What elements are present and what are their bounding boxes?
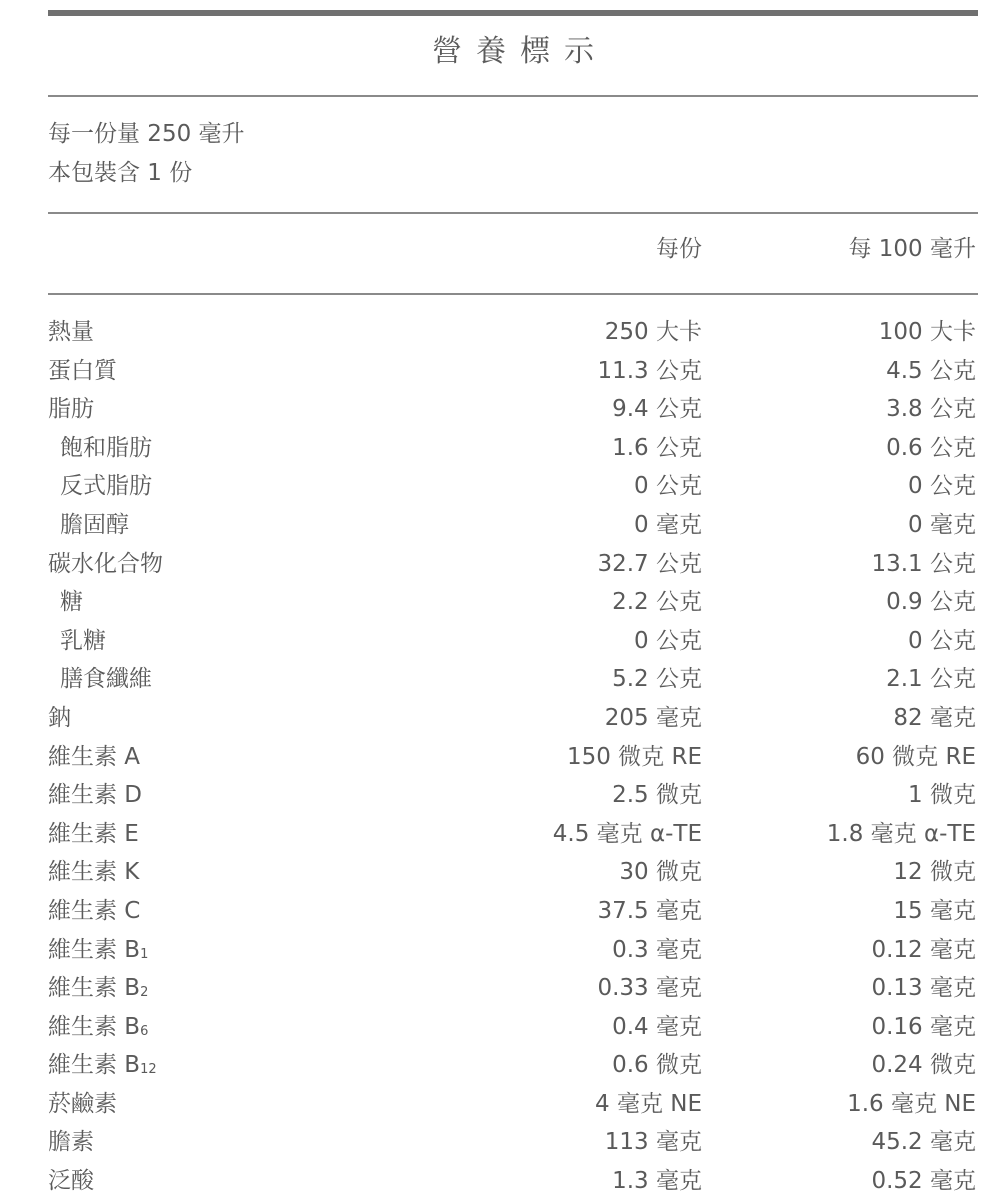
value-per-100ml: 100 大卡 xyxy=(878,319,976,345)
nutrient-row xyxy=(48,776,978,815)
nutrient-row xyxy=(48,1046,978,1085)
nutrient-name-text: 維生素 E xyxy=(48,820,139,847)
nutrient-subscript: 6 xyxy=(140,1023,149,1039)
nutrient-row xyxy=(48,1162,978,1201)
nutrient-row xyxy=(48,853,978,892)
value-per-100ml: 0 公克 xyxy=(908,473,976,500)
nutrient-name-text: 蛋白質 xyxy=(48,357,117,384)
nutrient-name xyxy=(60,506,129,545)
nutrient-row xyxy=(48,892,978,931)
nutrient-name xyxy=(48,776,142,815)
nutrient-row xyxy=(48,545,978,584)
value-per-serving: 0.4 毫克 xyxy=(612,1013,702,1040)
divider xyxy=(48,293,978,295)
value-per-serving: 0 公克 xyxy=(634,473,702,500)
value-per-serving: 37.5 毫克 xyxy=(597,897,702,924)
nutrient-name-text: 脂肪 xyxy=(48,396,94,423)
value-per-100ml: 1.8 毫克 α-TE xyxy=(826,820,976,847)
nutrient-name-text: 膽固醇 xyxy=(60,511,129,538)
nutrient-name xyxy=(60,583,83,622)
value-per-serving: 0 公克 xyxy=(634,627,702,654)
nutrient-name-text: 膽素 xyxy=(48,1129,94,1156)
nutrient-name-text: 鈉 xyxy=(48,704,71,731)
nutrient-name-text: 乳糖 xyxy=(60,627,106,654)
value-per-100ml: 0.13 毫克 xyxy=(871,975,976,1002)
nutrient-row xyxy=(48,429,978,468)
nutrient-name-text: 菸鹼素 xyxy=(48,1090,117,1117)
nutrition-facts-panel xyxy=(48,0,978,1200)
nutrient-name-text: 泛酸 xyxy=(48,1168,94,1195)
nutrient-name xyxy=(48,853,139,892)
nutrient-name-text: 維生素 D xyxy=(48,782,143,809)
column-header-per-100ml: 每 100 毫升 xyxy=(848,236,976,262)
nutrient-row xyxy=(48,1008,978,1047)
nutrient-name-text: 糖 xyxy=(60,589,83,616)
value-per-serving: 5.2 公克 xyxy=(612,666,702,693)
nutrient-row xyxy=(48,352,978,391)
value-per-serving: 11.3 公克 xyxy=(597,357,702,384)
divider xyxy=(48,95,978,97)
nutrient-table xyxy=(48,313,978,1201)
value-per-100ml: 2.1 公克 xyxy=(886,666,976,693)
column-header-per-serving: 每份 xyxy=(656,236,702,262)
nutrient-name-text: 維生素 K xyxy=(48,859,140,886)
nutrient-name xyxy=(48,1046,157,1090)
value-per-serving: 250 大卡 xyxy=(604,319,702,345)
nutrient-name xyxy=(48,892,140,931)
nutrient-row xyxy=(48,1085,978,1124)
value-per-100ml: 0.52 毫克 xyxy=(871,1168,976,1195)
nutrient-name xyxy=(48,815,139,854)
nutrient-subscript: 2 xyxy=(140,985,149,1001)
nutrient-name xyxy=(48,352,117,391)
panel-title: 營養標示 xyxy=(432,34,608,69)
nutrient-name xyxy=(48,1008,148,1052)
nutrient-name xyxy=(48,1123,94,1162)
value-per-serving: 205 毫克 xyxy=(604,704,702,731)
value-per-serving: 2.5 微克 xyxy=(612,782,702,809)
nutrient-subscript: 1 xyxy=(140,946,149,962)
value-per-serving: 2.2 公克 xyxy=(612,589,702,616)
value-per-100ml: 82 毫克 xyxy=(893,704,976,731)
nutrient-name xyxy=(48,969,148,1013)
value-per-serving: 1.6 公克 xyxy=(612,434,702,461)
nutrient-name-text: 維生素 B xyxy=(48,1052,141,1079)
value-per-100ml: 13.1 公克 xyxy=(871,550,976,577)
nutrient-row xyxy=(48,506,978,545)
nutrient-row xyxy=(48,969,978,1008)
nutrient-name xyxy=(48,390,94,429)
nutrient-name-text: 膳食纖維 xyxy=(60,666,152,693)
nutrient-name-text: 維生素 A xyxy=(48,743,141,770)
nutrient-name xyxy=(48,545,163,584)
nutrient-name xyxy=(48,1162,94,1201)
nutrient-name-text: 熱量 xyxy=(48,319,94,345)
nutrient-row xyxy=(48,931,978,970)
value-per-100ml: 0.24 微克 xyxy=(871,1052,976,1079)
value-per-100ml: 1 微克 xyxy=(908,782,976,809)
nutrient-name xyxy=(60,429,152,468)
value-per-serving: 0 毫克 xyxy=(634,511,702,538)
nutrient-row xyxy=(48,738,978,777)
value-per-100ml: 0.12 毫克 xyxy=(871,936,976,963)
value-per-serving: 32.7 公克 xyxy=(597,550,702,577)
nutrient-name-text: 維生素 C xyxy=(48,897,141,924)
nutrient-name xyxy=(48,1085,117,1124)
value-per-serving: 113 毫克 xyxy=(604,1129,702,1156)
nutrient-name xyxy=(60,622,106,661)
value-per-serving: 0.33 毫克 xyxy=(597,975,702,1002)
value-per-100ml: 0.16 毫克 xyxy=(871,1013,976,1040)
nutrient-name xyxy=(48,699,71,738)
nutrient-subscript: 12 xyxy=(140,1062,157,1078)
nutrient-row xyxy=(48,1123,978,1162)
value-per-100ml: 60 微克 RE xyxy=(855,743,976,770)
nutrient-name xyxy=(48,313,94,352)
value-per-serving: 30 微克 xyxy=(619,859,702,886)
nutrient-row xyxy=(48,699,978,738)
value-per-100ml: 45.2 毫克 xyxy=(871,1129,976,1156)
value-per-100ml: 0 毫克 xyxy=(908,511,976,538)
nutrient-name xyxy=(60,467,152,506)
value-per-100ml: 3.8 公克 xyxy=(886,396,976,423)
value-per-100ml: 4.5 公克 xyxy=(886,357,976,384)
nutrient-name-text: 維生素 B xyxy=(48,1013,141,1040)
value-per-serving: 4.5 毫克 α-TE xyxy=(552,820,702,847)
nutrient-row xyxy=(48,622,978,661)
divider xyxy=(48,212,978,214)
value-per-serving: 0.6 微克 xyxy=(612,1052,702,1079)
value-per-100ml: 12 微克 xyxy=(893,859,976,886)
nutrient-name-text: 碳水化合物 xyxy=(48,550,163,577)
value-per-serving: 4 毫克 NE xyxy=(595,1090,702,1117)
value-per-100ml: 0.9 公克 xyxy=(886,589,976,616)
nutrient-name-text: 維生素 B xyxy=(48,936,141,963)
serving-size: 每一份量 250 毫升 xyxy=(48,121,245,147)
top-border xyxy=(48,10,978,16)
nutrient-row xyxy=(48,313,978,352)
value-per-serving: 0.3 毫克 xyxy=(612,936,702,963)
value-per-serving: 1.3 毫克 xyxy=(612,1168,702,1195)
nutrient-name-text: 飽和脂肪 xyxy=(60,434,152,461)
nutrient-row xyxy=(48,815,978,854)
nutrient-name xyxy=(48,738,140,777)
nutrient-row xyxy=(48,660,978,699)
nutrient-name xyxy=(60,660,152,699)
value-per-100ml: 0.6 公克 xyxy=(886,434,976,461)
nutrient-row xyxy=(48,467,978,506)
value-per-serving: 9.4 公克 xyxy=(612,396,702,423)
nutrient-row xyxy=(48,583,978,622)
value-per-serving: 150 微克 RE xyxy=(566,743,702,770)
value-per-100ml: 0 公克 xyxy=(908,627,976,654)
nutrient-name-text: 維生素 B xyxy=(48,975,141,1002)
nutrient-name-text: 反式脂肪 xyxy=(60,473,152,500)
value-per-100ml: 15 毫克 xyxy=(893,897,976,924)
nutrient-row xyxy=(48,390,978,429)
value-per-100ml: 1.6 毫克 NE xyxy=(847,1090,976,1117)
nutrient-name xyxy=(48,931,148,975)
servings-per-package: 本包裝含 1 份 xyxy=(48,160,193,186)
